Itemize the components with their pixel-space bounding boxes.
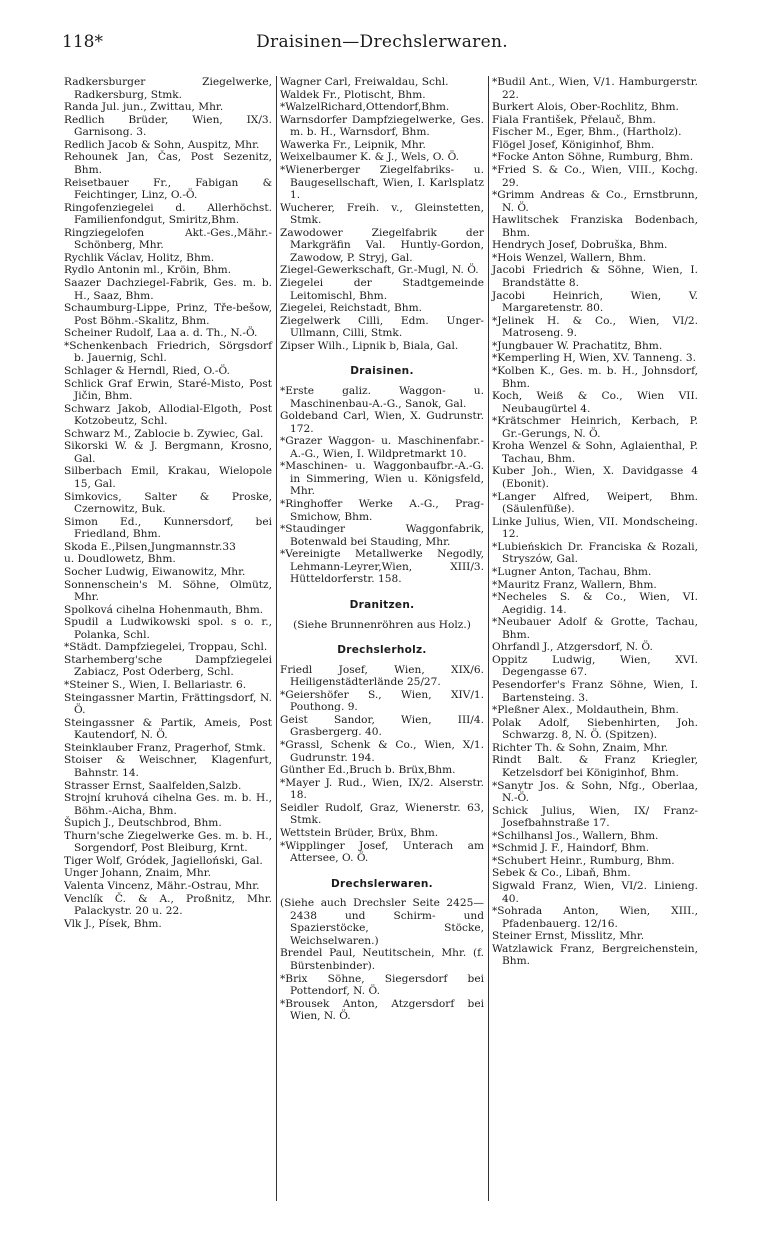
directory-entry: Sikorski W. & J. Bergmann, Krosno, Gal. (64, 440, 272, 465)
directory-entry: Ziegelei der Stadtgemeinde Leitomischl, Bhm. (280, 277, 484, 302)
directory-entry: Vlk J., Písek, Bhm. (64, 917, 162, 930)
directory-entry: Schaumburg-Lippe, Prinz, Tře-bešow, Post Böhm.-Skalitz, Bhm. (64, 302, 272, 327)
column-middle (280, 76, 484, 1023)
directory-entry: Waldek Fr., Plotischt, Bhm. (280, 88, 426, 101)
directory-entry: *Mauritz Franz, Wallern, Bhm. (492, 578, 657, 591)
directory-entry: Schlick Graf Erwin, Staré-Misto, Post Jičin, Bhm. (64, 377, 272, 403)
directory-entry: Rychlik Václav, Holitz, Bhm. (64, 251, 215, 264)
directory-entry: (Siehe auch Drechsler Seite 2425—2438 und Schirm- und Spazierstöcke, Stöcke, Weichselwaren.) (280, 897, 484, 947)
directory-entry: *Necheles S. & Co., Wien, VI. Aegidig. 14. (492, 591, 698, 616)
directory-entry: Strojní kruhová cihelna Ges. m. b. H., Böhm.-Aicha, Bhm. (64, 792, 272, 817)
directory-entry: Rydlo Antonin ml., Kröin, Bhm. (64, 264, 232, 277)
section-heading: Draisinen. (350, 365, 414, 378)
section-heading: Drechslerholz. (337, 644, 427, 657)
directory-entry: *Schilhansl Jos., Wallern, Bhm. (492, 829, 659, 842)
directory-entry: Tiger Wolf, Gródek, Jagielloński, Gal. (64, 854, 263, 867)
directory-entry: *Sohrada Anton, Wien, XIII., Pfadenbauerg. 12/16. (492, 905, 698, 930)
directory-entry: Ziegelei, Reichstadt, Bhm. (280, 302, 423, 315)
directory-entry: Skoda E.,Pilsen,Jungmannstr.33 (64, 540, 236, 553)
directory-entry: Brendel Paul, Neutitschein, Mhr. (f. Bürstenbinder). (280, 947, 484, 972)
directory-entry: *Ringhoffer Werke A.-G., Prag-Smichow, Bhm. (280, 498, 484, 523)
directory-entry: Koch, Weiß & Co., Wien VII. Neubaugürtel 4. (492, 390, 698, 415)
directory-entry: Wagner Carl, Freiwaldau, Schl. (280, 76, 449, 88)
directory-entry: *Maschinen- u. Waggonbaufbr.-A.-G. in Simmering, Wien u. Königsfeld, Mhr. (280, 460, 484, 498)
directory-entry: *Wienerberger Ziegelfabriks- u. Baugesellschaft, Wien, I. Karlsplatz 1. (280, 163, 484, 202)
directory-entry: *Lubieńskich Dr. Franciska & Rozali, Stryszów, Gal. (492, 540, 698, 566)
directory-entry: *Staudinger Waggonfabrik, Botenwald bei Stauding, Mhr. (280, 523, 484, 548)
directory-entry: *Jelinek H. & Co., Wien, VI/2. Matroseng. 9. (492, 314, 698, 340)
directory-entry: Steiner Ernst, Misslitz, Mhr. (492, 930, 645, 943)
directory-entry: Thurn'sche Ziegelwerke Ges. m. b. H., Sorgendorf, Post Bleiburg, Krnt. (64, 829, 272, 855)
directory-entry: Šupich J., Deutschbrod, Bhm. (64, 817, 222, 830)
directory-entry: *Wipplinger Josef, Unterach am Attersee, O. Ö. (280, 839, 484, 865)
directory-entry: Ziegelwerk Cilli, Edm. Unger-Ullmann, Cilli, Stmk. (280, 314, 484, 340)
directory-entry: Richter Th. & Sohn, Znaim, Mhr. (492, 741, 669, 754)
directory-entry: Zawodower Ziegelfabrik der Markgräfin Val. Huntly-Gordon, Zawodow, P. Stryj, Gal. (280, 226, 484, 264)
directory-entry: Strasser Ernst, Saalfelden,Salzb. (64, 779, 242, 792)
cross-reference-note: (Siehe Brunnenröhren aus Holz.) (293, 618, 471, 631)
directory-entry: Linke Julius, Wien, VII. Mondscheing. 12. (492, 515, 698, 541)
directory-entry: Ohrfandl J., Atzgersdorf, N. Ö. (492, 641, 653, 654)
directory-entry: Steingassner & Partik, Ameis, Post Kautendorf, N. Ö. (64, 716, 272, 742)
directory-entry: *Grimm Andreas & Co., Ernstbrunn, N. Ö. (492, 189, 698, 214)
directory-entry: Sebek & Co., Libaň, Bhm. (492, 867, 631, 880)
directory-entry: Hawlitschek Franziska Bodenbach, Bhm. (492, 214, 698, 239)
directory-entry: Spudil a Ludwikowski spol. s o. r., Polanka, Schl. (64, 616, 272, 641)
directory-entry: Warnsdorfer Dampfziegelwerke, Ges. m. b. H., Warnsdorf, Bhm. (280, 113, 484, 139)
directory-entry: Steingassner Martin, Frättingsdorf, N. Ö. (64, 691, 272, 717)
directory-entry: Schick Julius, Wien, IX/ Franz-Josefbahnstraße 17. (492, 804, 698, 830)
directory-entry: Friedl Josef, Wien, XIX/6. Heiligenstädterlände 25/27. (280, 663, 484, 689)
directory-entry: *Fried S. & Co., Wien, VIII., Kochg. 29. (492, 163, 698, 189)
directory-entry: Sigwald Franz, Wien, VI/2. Linieng. 40. (492, 880, 698, 905)
directory-entry: *Kolben K., Ges. m. b. H., Johnsdorf, Bhm. (492, 364, 698, 390)
directory-entry: Simon Ed., Kunnersdorf, bei Friedland, Bhm. (64, 515, 272, 541)
directory-entry: *Mayer J. Rud., Wien, IX/2. Alserstr. 18. (280, 776, 484, 802)
directory-entry: Günther Ed.,Bruch b. Brüx,Bhm. (280, 764, 456, 777)
directory-entry: Seidler Rudolf, Graz, Wienerstr. 63, Stmk. (280, 801, 484, 827)
directory-entry: *Steiner S., Wien, I. Bellariastr. 6. (64, 679, 247, 691)
directory-entry: Schwarz M., Zablocie b. Zywiec, Gal. (64, 427, 264, 440)
directory-entry: *Pleßner Alex., Moldauthein, Bhm. (492, 704, 679, 717)
directory-entry: Schwarz Jakob, Allodial-Elgoth, Post Kotzobeutz, Schl. (64, 402, 272, 428)
directory-entry: *Grazer Waggon- u. Maschinenfabr.-A.-G., Wien, I. Wildpretmarkt 10. (280, 435, 484, 460)
directory-entry: Wawerka Fr., Leipnik, Mhr. (280, 138, 426, 151)
directory-entry: Redlich Brüder, Wien, IX/3. Garnisong. 3. (64, 113, 272, 139)
directory-entry: *WalzelRichard,Ottendorf,Bhm. (280, 101, 450, 114)
directory-entry: Saazer Dachziegel-Fabrik, Ges. m. b. H., Saaz, Bhm. (64, 277, 272, 302)
directory-entry: Randa Jul. jun., Zwittau, Mhr. (64, 101, 224, 114)
directory-entry: *Krätschmer Heinrich, Kerbach, P. Gr.-Gerungs, N. Ö. (492, 415, 698, 440)
directory-entry: Valenta Vincenz, Mähr.-Ostrau, Mhr. (64, 880, 260, 892)
column-divider (488, 76, 489, 1201)
directory-entry: Ringziegelofen Akt.-Ges.,Mähr.-Schönberg, Mhr. (64, 226, 272, 252)
directory-entry: Kroha Wenzel & Sohn, Aglaienthal, P. Tachau, Bhm. (492, 440, 698, 465)
page-number: 118* (62, 32, 103, 52)
page-header (62, 30, 702, 60)
directory-entry: *Städt. Dampfziegelei, Troppau, Schl. (64, 641, 268, 654)
directory-entry: *Langer Alfred, Weipert, Bhm. (Säulenfüße). (492, 490, 698, 516)
directory-entry: Flögel Josef, Königinhof, Bhm. (492, 138, 655, 151)
directory-entry: Geist Sandor, Wien, III/4. Grasbergerg. 40. (280, 713, 484, 739)
page-title: Draisinen—Drechslerwaren. (256, 32, 508, 52)
directory-entry: Oppitz Ludwig, Wien, XVI. Degengasse 67. (492, 653, 698, 679)
directory-entry: *Erste galiz. Waggon- u. Maschinenbau-A.-G., Sanok, Gal. (280, 384, 484, 410)
directory-entry: Redlich Jacob & Sohn, Auspitz, Mhr. (64, 138, 260, 151)
directory-entry: Socher Ludwig, Eiwanowitz, Mhr. (64, 565, 246, 578)
directory-entry: Wucherer, Freih. v., Gleinstetten, Stmk. (280, 201, 484, 227)
directory-entry: *Schenkenbach Friedrich, Sörgsdorf b. Jauernig, Schl. (64, 339, 272, 365)
directory-entry: *Kemperling H, Wien, XV. Tanneng. 3. (492, 352, 696, 365)
directory-entry: Kuber Joh., Wien, X. Davidgasse 4 (Ebonit). (492, 465, 698, 490)
directory-entry: *Brix Söhne, Siegersdorf bei Pottendorf, N. Ö. (280, 972, 484, 998)
directory-entry: Rehounek Jan, Čas, Post Sezenitz, Bhm. (64, 151, 272, 176)
directory-entry: *Vereinigte Metallwerke Negodly, Lehmann-Leyrer,Wien, XIII/3. Hütteldorferstr. 158. (280, 548, 484, 586)
directory-entry: *Budil Ant., Wien, V/1. Hamburgerstr. 22. (492, 76, 698, 101)
directory-entry: Jacobi Heinrich, Wien, V. Margaretenstr. 80. (492, 289, 698, 315)
directory-entry: Starhemberg'sche Dampfziegelei Zabiacz, Post Oderberg, Schl. (64, 653, 272, 679)
directory-entry: *Schubert Heinr., Rumburg, Bhm. (492, 854, 675, 867)
directory-entry: Weixelbaumer K. & J., Wels, O. Ö. (280, 151, 460, 164)
directory-entry: Watzlawick Franz, Bergreichenstein, Bhm. (492, 942, 698, 968)
directory-entry: Spolková cihelna Hohenmauth, Bhm. (64, 603, 264, 616)
directory-entry: Fischer M., Eger, Bhm., (Hartholz). (492, 126, 682, 139)
section-heading: Dranitzen. (349, 598, 415, 611)
directory-entry: Ringofenziegelei d. Allerhöchst. Familienfondgut, Smiritz,Bhm. (64, 201, 272, 227)
directory-entry: Hendrych Josef, Dobruška, Bhm. (492, 239, 668, 252)
directory-entry: Scheiner Rudolf, Laa a. d. Th., N.-Ö. (64, 327, 258, 340)
directory-entry: Burkert Alois, Ober-Rochlitz, Bhm. (492, 101, 679, 114)
directory-entry: Pesendorfer's Franz Söhne, Wien, I. Bartensteing. 3. (492, 679, 698, 704)
directory-entry: Venclík Č. & A., Proßnitz, Mhr. Palackystr. 20 u. 22. (64, 892, 272, 918)
directory-entry: Silberbach Emil, Krakau, Wielopole 15, Gal. (64, 465, 272, 490)
directory-entry: Polak Adolf, Siebenhirten, Joh. Schwarzg. 8, N. Ö. (Spitzen). (492, 716, 698, 742)
directory-entry: *Schmid J. F., Haindorf, Bhm. (492, 842, 650, 855)
directory-entry: *Hois Wenzel, Wallern, Bhm. (492, 251, 647, 264)
directory-entry: *Brousek Anton, Atzgersdorf bei Wien, N. Ö. (280, 997, 484, 1023)
directory-entry: Steinklauber Franz, Pragerhof, Stmk. (64, 741, 266, 754)
directory-entry: Goldeband Carl, Wien, X. Gudrunstr. 172. (280, 410, 484, 435)
column-divider (276, 76, 277, 1201)
directory-entry: Simkovics, Salter & Proske, Czernowitz, Buk. (64, 490, 272, 516)
directory-entry: *Lugner Anton, Tachau, Bhm. (492, 565, 652, 578)
directory-entry: *Focke Anton Söhne, Rumburg, Bhm. (492, 151, 694, 164)
directory-entry: Schlager & Herndl, Ried, O.-Ö. (64, 364, 230, 377)
directory-entry: Reisetbauer Fr., Fabigan & Feichtinger, Linz, O.-Ö. (64, 176, 272, 202)
directory-entry: Fiala František, Přelauč, Bhm. (492, 113, 656, 126)
directory-entry: Radkersburger Ziegelwerke, Radkersburg, Stmk. (64, 76, 272, 101)
section-heading: Drechslerwaren. (331, 877, 433, 890)
directory-entry: Unger Johann, Znaim, Mhr. (64, 867, 211, 880)
directory-entry: *Geiershöfer S., Wien, XIV/1. Pouthong. 9. (280, 688, 484, 714)
column-right (492, 76, 698, 968)
directory-entry: Wettstein Brüder, Brüx, Bhm. (280, 826, 439, 839)
directory-entry: Ziegel-Gewerkschaft, Gr.-Mugl, N. Ö. (280, 264, 479, 277)
directory-entry: *Jungbauer W. Prachatitz, Bhm. (492, 339, 663, 352)
directory-entry: Sonnenschein's M. Söhne, Olmütz, Mhr. (64, 578, 272, 604)
column-left (64, 76, 272, 930)
directory-entry: Stoiser & Weischner, Klagenfurt, Bahnstr. 14. (64, 754, 272, 779)
directory-entry: *Grassl, Schenk & Co., Wien, X/1. Gudrunstr. 194. (280, 739, 484, 764)
directory-entry: Rindt Balt. & Franz Kriegler, Ketzelsdorf bei Königinhof, Bhm. (492, 754, 698, 779)
directory-entry: u. Doudlowetz, Bhm. (64, 553, 176, 566)
directory-entry: Jacobi Friedrich & Söhne, Wien, I. Brandstätte 8. (492, 264, 698, 289)
directory-entry: Zipser Wilh., Lipnik b, Biala, Gal. (280, 339, 459, 352)
directory-entry: *Sanytr Jos. & Sohn, Nfg., Oberlaa, N.-Ö. (492, 779, 698, 805)
directory-entry: *Neubauer Adolf & Grotte, Tachau, Bhm. (492, 616, 698, 641)
